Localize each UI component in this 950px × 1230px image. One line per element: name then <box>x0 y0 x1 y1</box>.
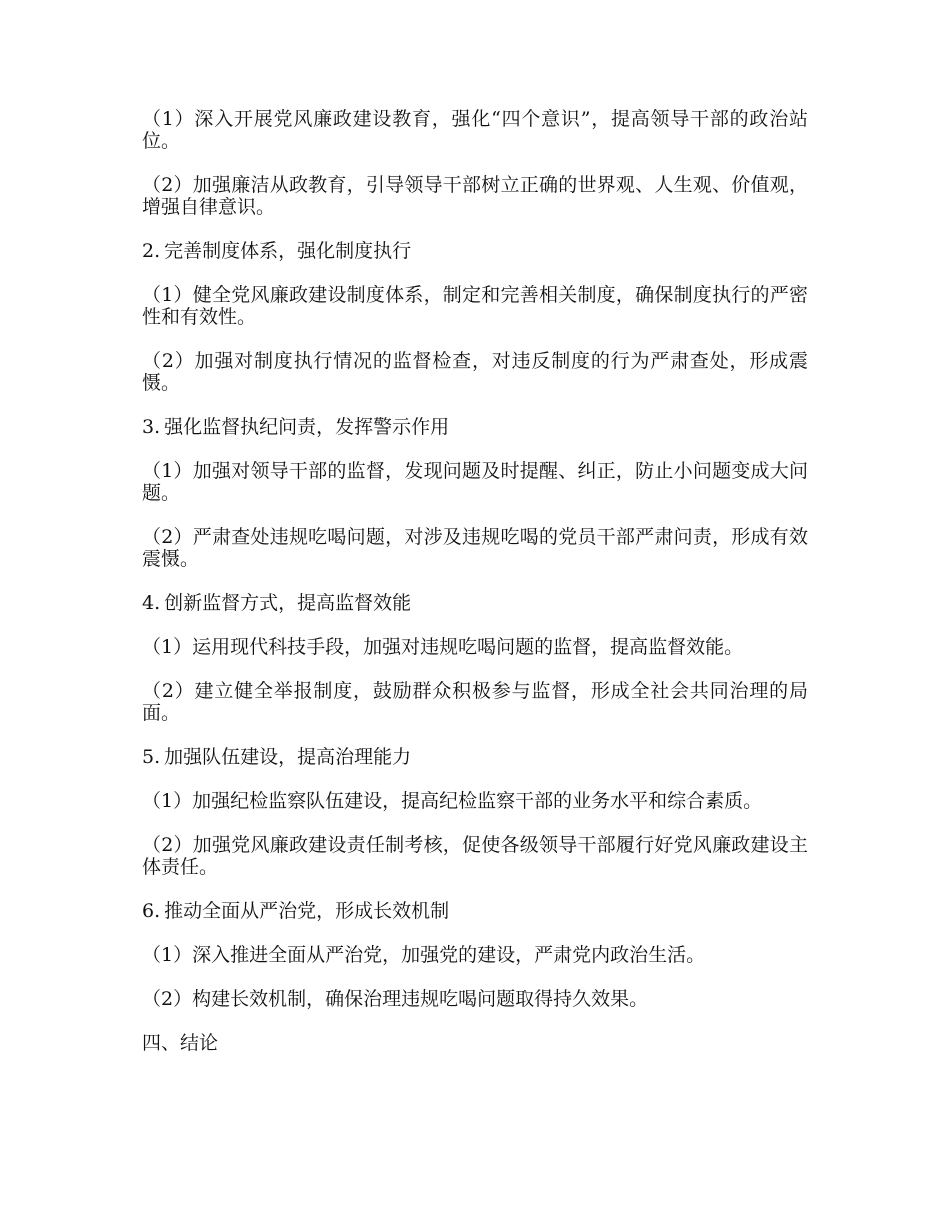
section-title: 推动全面从严治党，形成长效机制 <box>164 900 450 922</box>
paragraph: （2）加强廉洁从政教育，引导领导干部树立正确的世界观、人生观、价值观，增强自律意识。 <box>142 174 808 218</box>
paragraph: （2）严肃查处违规吃喝问题，对涉及违规吃喝的党员干部严肃问责，形成有效震慑。 <box>142 526 808 570</box>
paragraph: （1）加强纪检监察队伍建设，提高纪检监察干部的业务水平和综合素质。 <box>142 790 763 812</box>
paragraph: （1）深入开展党风廉政建设教育，强化“四个意识”，提高领导干部的政治站位。 <box>142 108 808 152</box>
section-title: 完善制度体系，强化制度执行 <box>164 240 412 262</box>
section-number: 2. <box>142 240 161 262</box>
paragraph: （2）加强党风廉政建设责任制考核，促使各级领导干部履行好党风廉政建设主体责任。 <box>142 834 808 878</box>
paragraph: （2）建立健全举报制度，鼓励群众积极参与监督，形成全社会共同治理的局面。 <box>142 680 808 724</box>
paragraph: （2）构建长效机制，确保治理违规吃喝问题取得持久效果。 <box>142 988 649 1010</box>
paragraph: （1）运用现代科技手段，加强对违规吃喝问题的监督，提高监督效能。 <box>142 636 744 658</box>
conclusion-heading <box>142 1032 808 1054</box>
section-title: 加强队伍建设，提高治理能力 <box>164 746 412 768</box>
paragraph: （2）加强对制度执行情况的监督检查，对违反制度的行为严肃查处，形成震慑。 <box>142 350 808 394</box>
document-body <box>142 108 808 1076</box>
section-number: 6. <box>142 900 161 922</box>
section-heading <box>142 592 808 614</box>
section-number: 5. <box>142 746 161 768</box>
section-heading <box>142 240 808 262</box>
paragraph: （1）加强对领导干部的监督，发现问题及时提醒、纠正，防止小问题变成大问题。 <box>142 460 808 504</box>
section-number: 3. <box>142 416 161 438</box>
section-title: 强化监督执纪问责，发挥警示作用 <box>164 416 450 438</box>
section-number: 4. <box>142 592 161 614</box>
section-title: 创新监督方式，提高监督效能 <box>164 592 412 614</box>
section-heading <box>142 416 808 438</box>
section-title: 四、结论 <box>142 1032 219 1054</box>
paragraph: （1）健全党风廉政建设制度体系，制定和完善相关制度，确保制度执行的严密性和有效性。 <box>142 284 808 328</box>
section-heading <box>142 746 808 768</box>
paragraph: （1）深入推进全面从严治党，加强党的建设，严肃党内政治生活。 <box>142 944 706 966</box>
section-heading <box>142 900 808 922</box>
